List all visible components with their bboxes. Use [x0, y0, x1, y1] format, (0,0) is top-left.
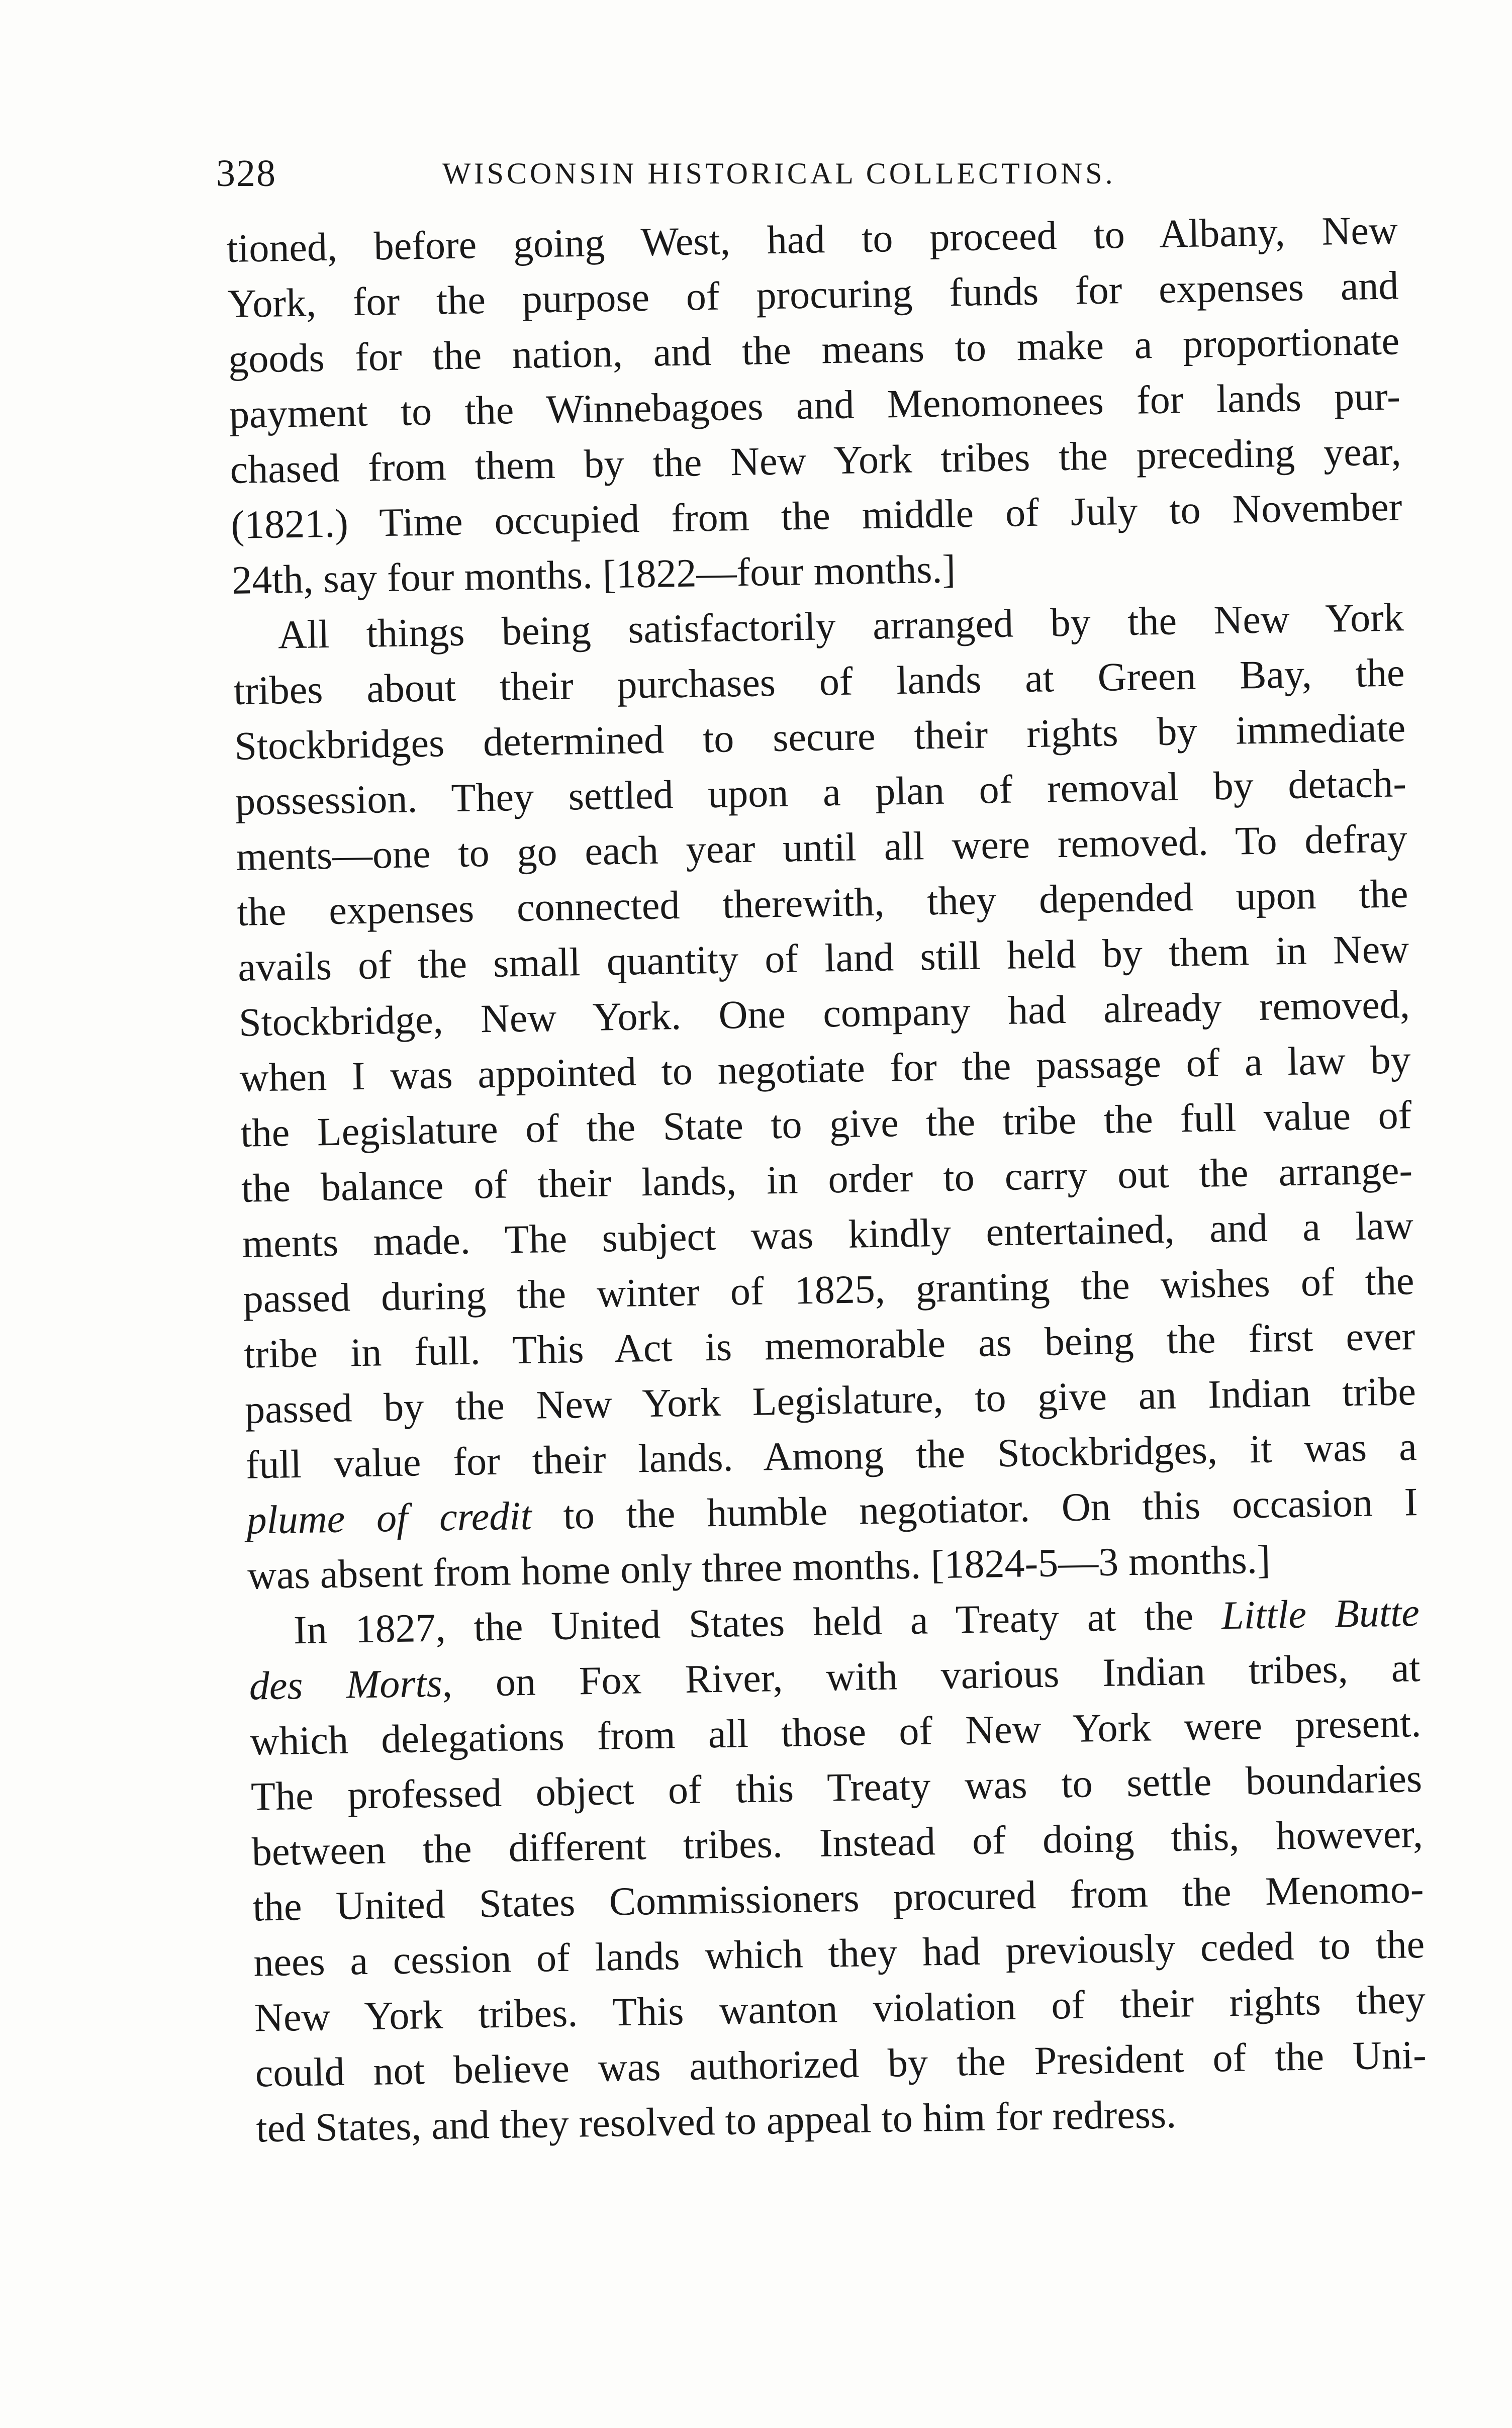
running-head: WISCONSIN HISTORICAL COLLECTIONS. [442, 157, 1116, 190]
text-line: when I was appointed to negotiate for the passage of a law by [239, 1038, 1411, 1100]
text-line: avails of the small quantity of land still held by them in New [237, 927, 1409, 990]
paragraph-3 [248, 1585, 1428, 2156]
text-line: tribes about their purchases of lands at Green Bay, the [233, 650, 1405, 713]
text-line: 24th, say four months. [1822—four months.] [231, 547, 956, 603]
text-line: passed during the winter of 1825, granting the wishes of the [243, 1259, 1415, 1322]
text-line: Stockbridge, New York. One company had already removed, [238, 982, 1410, 1045]
text-line: between the different tribes. Instead of doing this, however, [251, 1812, 1424, 1875]
text-line: ments—one to go each year until all were removed. To defray [236, 816, 1408, 879]
text-line: full value for their lands. Among the Stockbridges, it was a [245, 1425, 1418, 1487]
text-line: goods for the nation, and the means to make a proportionate [228, 319, 1400, 382]
text-line: (1821.) Time occupied from the middle of July to November [230, 485, 1402, 547]
body-text [226, 203, 1428, 2156]
text-line: the balance of their lands, in order to carry out the arrange- [241, 1148, 1413, 1211]
italic-phrase: Little Butte [1221, 1591, 1420, 1638]
text-line: chased from them by the New York tribes the preceding year, [230, 429, 1402, 492]
text-line: nees a cession of lands which they had previously ceded to the [253, 1922, 1425, 1985]
text-line: ted States, and they resolved to appeal to him for redress. [255, 2092, 1177, 2151]
text-line: possession. They settled upon a plan of removal by detach- [235, 761, 1407, 824]
text-line: passed by the New York Legislature, to give an Indian tribe [244, 1369, 1416, 1432]
text-line: which delegations from all those of New York were present. [249, 1701, 1422, 1764]
text-line: tioned, before going West, had to proceed to Albany, New [226, 208, 1398, 271]
text-line: the Legislature of the State to give the tribe the full value of [240, 1093, 1412, 1156]
line-rest: to the humble negotiator. On this occasion I [531, 1480, 1419, 1538]
text-line: ments made. The subject was kindly entertained, and a law [242, 1203, 1414, 1266]
line-start: In 1827, the United States held a Treaty at the [293, 1594, 1222, 1653]
text-line: Stockbridges determined to secure their rights by immediate [234, 706, 1406, 769]
page-number: 328 [216, 152, 276, 195]
paragraph-1 [226, 203, 1403, 608]
text-line: The professed object of this Treaty was to settle boundaries [250, 1756, 1423, 1819]
text-line: could not believe was authorized by the President of the Uni- [255, 2032, 1427, 2096]
text-line: York, for the purpose of procuring funds for expenses and [227, 263, 1399, 326]
line-rest: , on Fox River, with various Indian tribes, at [442, 1646, 1421, 1706]
italic-phrase: plume of credit [246, 1493, 532, 1543]
text-line: the expenses connected therewith, they depended upon the [236, 872, 1409, 935]
text-line: tribe in full. This Act is memorable as being the first ever [243, 1314, 1415, 1377]
text-line: All things being satisfactorily arranged by the New York [277, 595, 1404, 658]
text-line: the United States Commissioners procured from the Menomo- [252, 1866, 1425, 1930]
paragraph-2 [232, 590, 1419, 1603]
text-line: was absent from home only three months. [1824-5—3 months.] [247, 1537, 1271, 1598]
text-line: payment to the Winnebagoes and Menomonees for lands pur- [229, 374, 1401, 437]
page-header [216, 146, 1387, 201]
text-line: New York tribes. This wanton violation of their rights they [254, 1977, 1426, 2040]
italic-phrase: des Morts [249, 1661, 443, 1709]
